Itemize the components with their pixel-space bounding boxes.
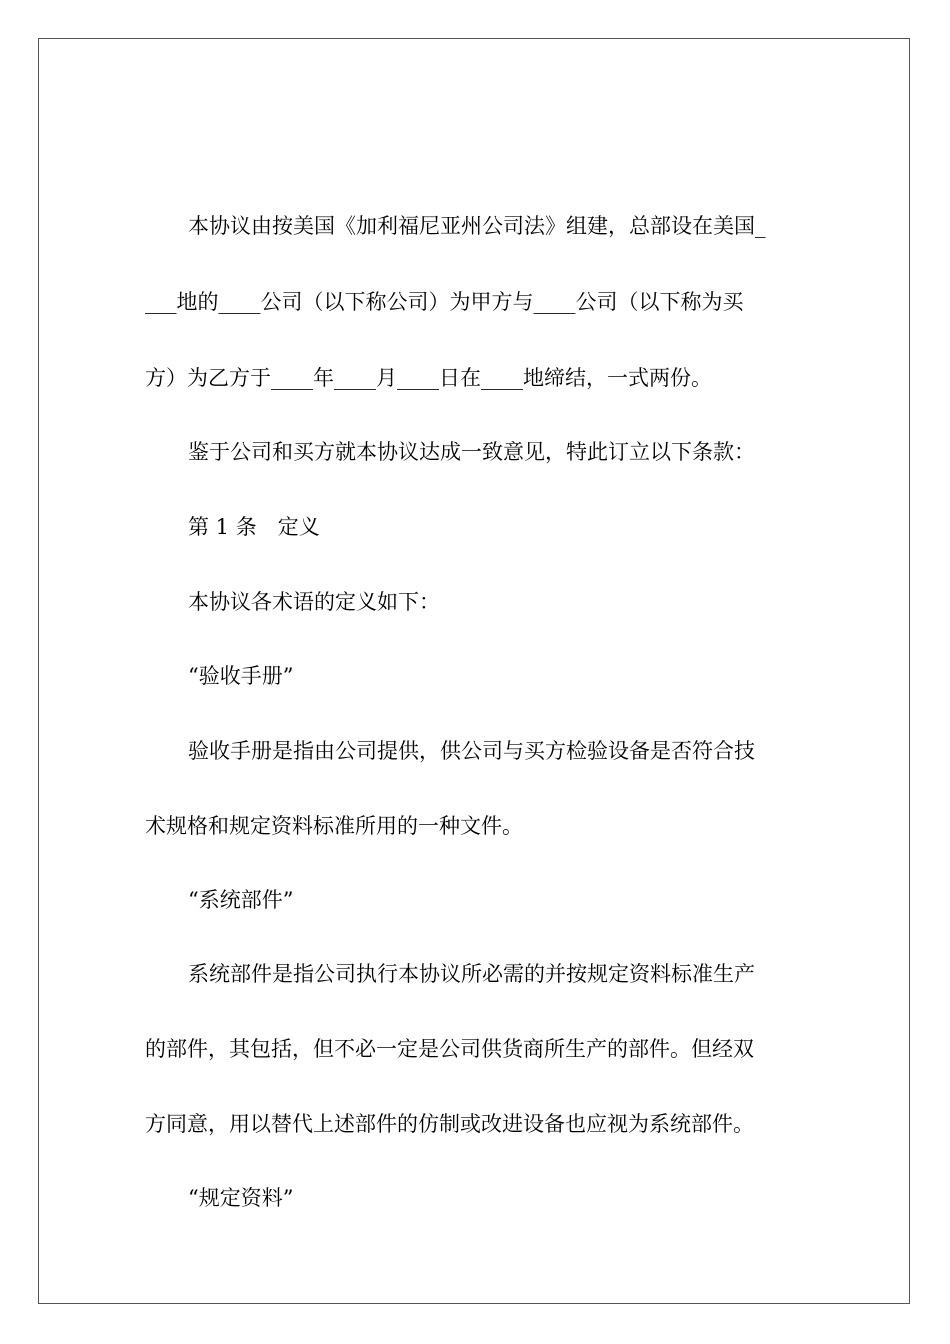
definition-acceptance-manual-line-1: 验收手册是指由公司提供，供公司与买方检验设备是否符合技 xyxy=(188,739,755,763)
definition-system-components-line-3: 方同意，用以替代上述部件的仿制或改进设备也应视为系统部件。 xyxy=(145,1112,754,1136)
paragraph-preamble-line-1: 本协议由按美国《加利福尼亚州公司法》组建，总部设在美国_ xyxy=(188,214,766,238)
article-1-heading: 第 1 条 定义 xyxy=(188,515,320,539)
paragraph-preamble-line-3: 方）为乙方于____年____月____日在____地缔结，一式两份。 xyxy=(145,366,712,390)
definition-system-components-line-2: 的部件，其包括，但不必一定是公司供货商所生产的部件。但经双 xyxy=(145,1037,754,1061)
paragraph-preamble-line-2: ___地的____公司（以下称公司）为甲方与____公司（以下称为买 xyxy=(145,290,744,314)
term-system-components: “系统部件” xyxy=(188,888,294,912)
definitions-intro: 本协议各术语的定义如下： xyxy=(188,590,440,614)
term-specified-data: “规定资料” xyxy=(188,1186,294,1210)
term-acceptance-manual: “验收手册” xyxy=(188,664,294,688)
definition-acceptance-manual-line-2: 术规格和规定资料标准所用的一种文件。 xyxy=(145,814,523,838)
paragraph-recital: 鉴于公司和买方就本协议达成一致意见，特此订立以下条款： xyxy=(188,440,755,464)
definition-system-components-line-1: 系统部件是指公司执行本协议所必需的并按规定资料标准生产 xyxy=(188,962,755,986)
